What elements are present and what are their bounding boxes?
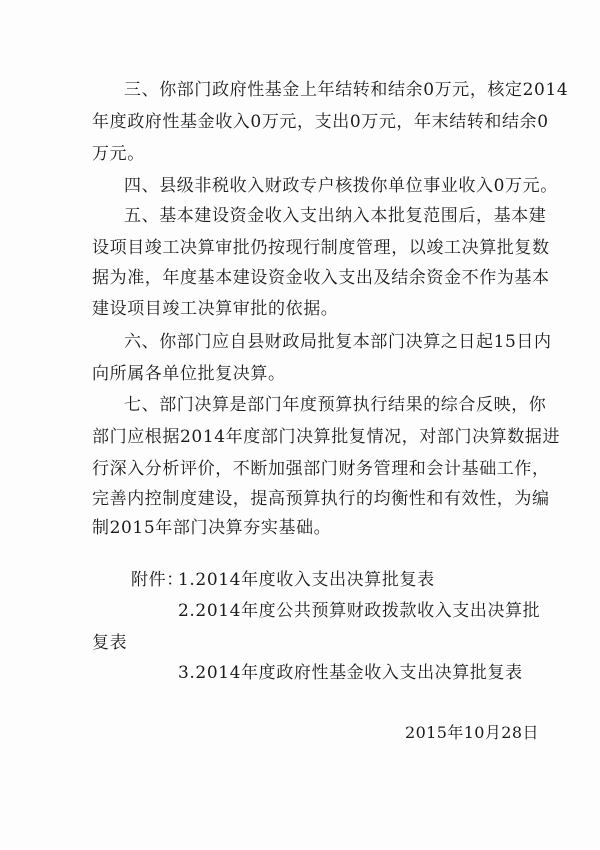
paragraph-5-line-4: 建设项目竣工决算审批的依据。 (92, 299, 339, 319)
attachment-item-1: 1.2014年度收入支出决算批复表 (178, 570, 435, 590)
paragraph-7-line-2: 部门应根据2014年度部门决算批复情况，对部门决算数据进 (92, 427, 561, 447)
attachment-item-3: 3.2014年度政府性基金收入支出决算批复表 (178, 663, 523, 683)
paragraph-7-line-5: 制2015年部门决算夯实基础。 (92, 518, 332, 538)
paragraph-7-line-4: 完善内控制度建设，提高预算执行的均衡性和有效性，为编 (92, 489, 550, 509)
attachments-label: 附件： (131, 570, 184, 590)
paragraph-6-line-1: 六、你部门应自县财政局批复本部门决算之日起15日内 (124, 332, 552, 352)
paragraph-3-line-3: 万元。 (92, 144, 145, 164)
attachment-item-2-line-1: 2.2014年度公共预算财政拨款收入支出决算批 (178, 601, 541, 621)
paragraph-5-line-3: 据为准，年度基本建设资金收入支出及结余资金不作为基本 (92, 268, 550, 288)
paragraph-5-line-2: 设项目竣工决算审批仍按现行制度管理，以竣工决算批复数 (92, 238, 550, 258)
paragraph-7-line-1: 七、部门决算是部门年度预算执行结果的综合反映，你 (124, 395, 547, 415)
attachment-item-2-line-2: 复表 (92, 633, 128, 653)
paragraph-3-line-1: 三、你部门政府性基金上年结转和结余0万元，核定2014 (124, 80, 569, 100)
paragraph-7-line-3: 行深入分析评价，不断加强部门财务管理和会计基础工作， (92, 459, 550, 479)
paragraph-6-line-2: 向所属各单位批复决算。 (92, 364, 286, 384)
paragraph-3-line-2: 年度政府性基金收入0万元，支出0万元，年末结转和结余0 (92, 112, 549, 132)
document-date: 2015年10月28日 (405, 723, 539, 742)
paragraph-5-line-1: 五、基本建设资金收入支出纳入本批复范围后，基本建 (124, 206, 547, 226)
paragraph-4-line-1: 四、县级非税收入财政专户核拨你单位事业收入0万元。 (124, 176, 558, 196)
